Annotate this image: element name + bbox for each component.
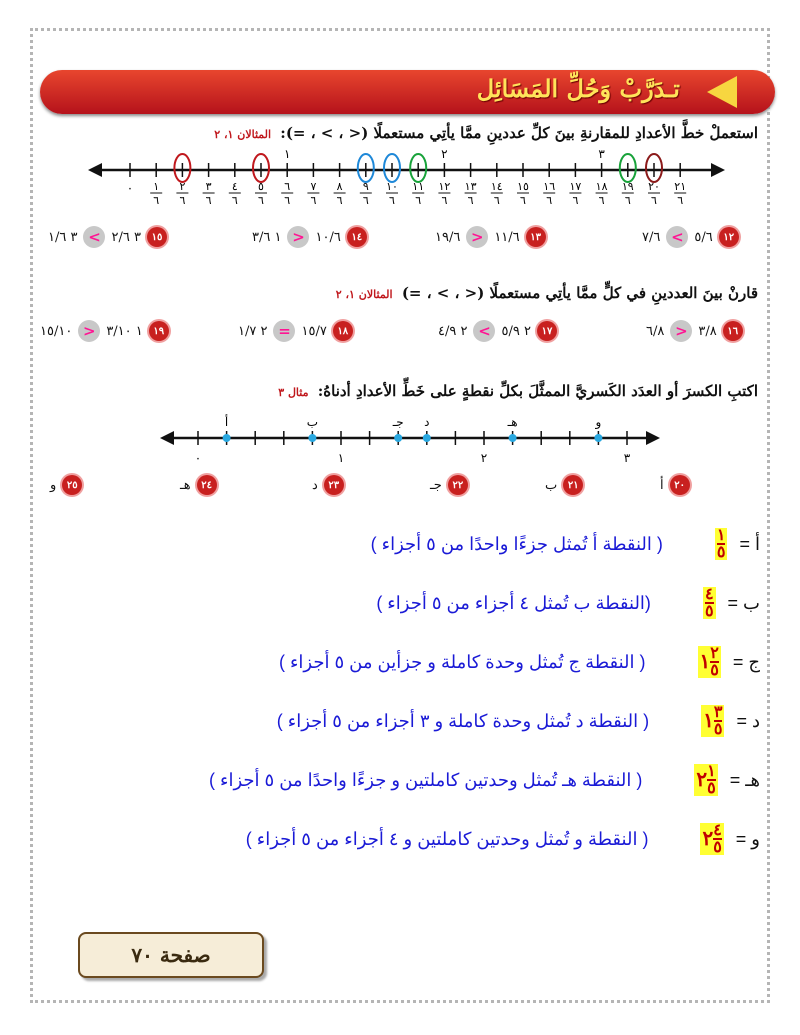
- problem-13-op: >: [466, 226, 488, 248]
- answer-denominator: ٥: [704, 603, 714, 620]
- tick-denominator: ٦: [546, 194, 553, 207]
- problem-12: [642, 222, 739, 252]
- whole-label: ١: [283, 147, 291, 161]
- problem-18-left: ١٥/٧: [301, 323, 327, 339]
- section1-problems: [20, 222, 760, 252]
- number-line-fifths: [0, 408, 800, 468]
- problem-16-op: >: [670, 320, 692, 342]
- tick-denominator: ٦: [493, 194, 500, 207]
- answer-denominator: ٥: [713, 839, 722, 856]
- problem-24: [180, 470, 217, 500]
- answer-whole: ١: [703, 709, 714, 732]
- answer-letter: هـ =: [729, 769, 760, 790]
- problem-18-number: ١٨: [333, 321, 353, 341]
- problem-20-number: ٢٠: [670, 475, 690, 495]
- arrow-right-icon: [711, 163, 725, 177]
- banner-arrow-icon: [707, 76, 737, 108]
- tick-numerator: ١١: [412, 180, 425, 193]
- tick-numerator: ١٧: [569, 180, 582, 193]
- answer-numerator: ٣: [713, 704, 723, 721]
- problem-14-op: >: [287, 226, 309, 248]
- tick-denominator: ٦: [362, 194, 369, 207]
- problem-22: [430, 470, 468, 500]
- problem-19: [40, 316, 169, 346]
- section2-instruction-text: قارنْ بينَ العددينِ في كلٍّ ممَّا يأتِي مستعملًا (< ، > ، =): [401, 284, 758, 302]
- tick-numerator: ٧: [310, 180, 317, 193]
- answer-numerator: ٢: [710, 645, 719, 662]
- point-marker: [308, 434, 316, 442]
- answer-numerator: ١: [707, 763, 716, 780]
- problem-12-left: ٥/٦: [694, 229, 713, 245]
- tick-numerator: ١٥: [517, 180, 529, 193]
- answer-denominator: ٥: [707, 780, 716, 797]
- banner-title: تـدَرَّبْ وَحُلِّ المَسَائِل: [476, 74, 680, 103]
- point-letter: أ: [224, 415, 229, 429]
- problem-18-op: =: [273, 320, 295, 342]
- section-banner: [40, 70, 775, 114]
- answer-fraction: [700, 823, 723, 855]
- answer-explanation: ( النقطة ج تُمثل وحدة كاملة و جزأين من ٥ أجزاء ): [278, 651, 646, 672]
- answer-numerator: ١: [716, 527, 726, 544]
- tick-numerator: ٢: [179, 180, 186, 193]
- answer-explanation: ( النقطة أ تُمثل جزءًا واحدًا من ٥ أجزاء ): [370, 533, 663, 554]
- problem-13-right: ١٩/٦: [435, 229, 461, 245]
- answer-fraction: [703, 587, 716, 619]
- tick-numerator: ٢٠: [648, 180, 660, 193]
- problem-17-left: ٢ ٥/٩: [501, 323, 531, 339]
- arrow-left-icon: [88, 163, 102, 177]
- arrow-right-icon: [646, 431, 660, 445]
- problem-19-op: >: [78, 320, 100, 342]
- tick-denominator: ٦: [677, 194, 684, 207]
- answer-denominator: ٥: [710, 662, 719, 679]
- problem-13-number: ١٣: [526, 227, 546, 247]
- tick-denominator: ٦: [231, 194, 238, 207]
- section2-instruction: [336, 284, 758, 302]
- problem-12-op: <: [666, 226, 688, 248]
- problem-17-number: ١٧: [537, 321, 557, 341]
- problem-12-right: ٧/٦: [642, 229, 661, 245]
- problem-19-number: ١٩: [149, 321, 169, 341]
- problem-19-left: ١ ٣/١٠: [106, 323, 143, 339]
- point-letter: و: [595, 415, 602, 429]
- tick-numerator: ٥: [258, 180, 264, 193]
- tick-denominator: ٦: [520, 194, 526, 207]
- answer-row: [376, 587, 760, 619]
- answer-fraction: [694, 764, 717, 796]
- tick-numerator: ١٤: [490, 180, 503, 193]
- problem-23-number: ٢٣: [324, 475, 344, 495]
- problem-18: [238, 316, 353, 346]
- tick-denominator: ٦: [651, 194, 657, 207]
- point-marker: [223, 434, 231, 442]
- tick-numerator: ٣: [205, 180, 212, 193]
- problem-14-left: ١٠/٦: [315, 229, 341, 245]
- tick-label: ٠: [126, 181, 134, 195]
- problem-21-letter: ب: [545, 477, 558, 493]
- answer-row: [371, 528, 760, 560]
- answer-whole: ٢: [702, 827, 714, 850]
- problem-13: [435, 222, 546, 252]
- problem-14: [252, 222, 367, 252]
- point-letter: هـ: [507, 415, 518, 429]
- tick-denominator: ٦: [572, 194, 579, 207]
- answer-whole: ١: [699, 650, 711, 673]
- tick-numerator: ٤: [231, 180, 238, 193]
- tick-denominator: ٦: [336, 194, 343, 207]
- problem-17-right: ٢ ٤/٩: [438, 323, 468, 339]
- section3-instruction-text: اكتبِ الكسرَ أو العدَد الكَسريَّ الممثَّلَ بكلِّ نقطةٍ على خَطِّ الأعدادِ أدناهُ:: [317, 382, 758, 400]
- answer-letter: أ =: [739, 533, 760, 554]
- answer-numerator: ٤: [713, 822, 722, 839]
- problem-16-right: ٦/٨: [646, 323, 665, 339]
- section2-ref: المثالان ١، ٢: [335, 288, 393, 301]
- tick-numerator: ١: [153, 180, 160, 193]
- page-label: صفحة ٧٠: [131, 943, 211, 967]
- tick-numerator: ١٢: [438, 180, 451, 193]
- problem-15-right: ٣ ١/٦: [48, 229, 78, 245]
- tick-denominator: ٦: [624, 194, 631, 207]
- tick-numerator: ١٣: [464, 180, 477, 193]
- problem-18-right: ٢ ١/٧: [238, 323, 268, 339]
- tick-label: ٣: [623, 451, 631, 465]
- problem-13-left: ١١/٦: [494, 229, 520, 245]
- point-marker: [594, 434, 602, 442]
- tick-numerator: ١٠: [386, 180, 398, 193]
- answer-numerator: ٤: [704, 586, 714, 603]
- answer-explanation: (النقطة ب تُمثل ٤ أجزاء من ٥ أجزاء ): [376, 592, 651, 613]
- answer-fraction: [715, 528, 728, 560]
- tick-denominator: ٦: [205, 194, 212, 207]
- tick-denominator: ٦: [153, 194, 160, 207]
- problem-12-number: ١٢: [719, 227, 739, 247]
- tick-numerator: ١٦: [543, 180, 556, 193]
- answer-fraction: [698, 646, 721, 678]
- point-marker: [509, 434, 517, 442]
- problem-22-number: ٢٢: [448, 475, 468, 495]
- answer-denominator: ٥: [716, 544, 726, 561]
- problem-20-letter: أ: [660, 477, 664, 493]
- problem-16-number: ١٦: [723, 321, 743, 341]
- problem-14-number: ١٤: [347, 227, 367, 247]
- answer-whole: ٢: [696, 768, 708, 791]
- point-letter: جـ: [392, 415, 404, 429]
- point-marker: [394, 434, 402, 442]
- section1-ref: المثالان ١، ٢: [214, 128, 272, 141]
- tick-denominator: ٦: [467, 194, 474, 207]
- problem-15-op: <: [83, 226, 105, 248]
- point-marker: [423, 434, 431, 442]
- tick-label: ٢: [480, 451, 488, 465]
- tick-denominator: ٦: [441, 194, 448, 207]
- problem-19-right: ١٥/١٠: [40, 323, 73, 339]
- point-letter: ب: [306, 415, 319, 429]
- tick-label: ١: [337, 451, 345, 465]
- answer-letter: د =: [736, 710, 760, 731]
- arrow-left-icon: [160, 431, 174, 445]
- point-letter: د: [424, 415, 430, 429]
- answer-denominator: ٥: [713, 721, 723, 738]
- problem-25: [50, 470, 82, 500]
- tick-numerator: ١٨: [595, 180, 608, 193]
- tick-denominator: ٦: [415, 194, 422, 207]
- problem-23: [312, 470, 344, 500]
- answer-letter: ج =: [732, 651, 760, 672]
- section3-instruction: [278, 382, 758, 400]
- tick-denominator: ٦: [258, 194, 264, 207]
- answer-explanation: ( النقطة هـ تُمثل وحدتين كاملتين و جزءًا واحدًا من ٥ أجزاء ): [209, 769, 643, 790]
- problem-14-right: ١ ٣/٦: [252, 229, 282, 245]
- problem-16-left: ٣/٨: [698, 323, 717, 339]
- problem-20: [660, 470, 690, 500]
- answer-row: [246, 823, 760, 855]
- tick-denominator: ٦: [310, 194, 317, 207]
- tick-numerator: ٨: [336, 180, 343, 193]
- answer-row: [277, 705, 760, 737]
- tick-denominator: ٦: [179, 194, 186, 207]
- problem-23-letter: د: [312, 477, 318, 493]
- answer-explanation: ( النقطة و تُمثل وحدتين كاملتين و ٤ أجزاء من ٥ أجزاء ): [245, 828, 649, 849]
- whole-label: ٣: [598, 147, 605, 161]
- tick-denominator: ٦: [284, 194, 291, 207]
- answer-row: [209, 764, 760, 796]
- section3-ref: مثال ٣: [278, 386, 309, 399]
- problem-21-number: ٢١: [563, 475, 583, 495]
- answer-fraction: [701, 705, 724, 737]
- problem-15-number: ١٥: [147, 227, 167, 247]
- problem-17: [438, 316, 557, 346]
- number-line-sixths: [0, 140, 800, 207]
- problem-25-number: ٢٥: [62, 475, 82, 495]
- problem-24-letter: هـ: [180, 477, 191, 493]
- answer-letter: و =: [735, 828, 760, 849]
- tick-numerator: ٩: [362, 180, 369, 193]
- section1-instruction-text: استعملْ خطَّ الأعدادِ للمقارنةِ بينَ كلِّ عددينِ ممَّا يأتِي مستعملًا (< ، > ، =):: [280, 124, 758, 142]
- answer-row: [279, 646, 760, 678]
- problem-21: [545, 470, 583, 500]
- problem-22-letter: جـ: [430, 477, 442, 493]
- problem-16: [646, 316, 743, 346]
- problem-15: [48, 222, 167, 252]
- tick-numerator: ٢١: [674, 180, 687, 193]
- problem-25-letter: و: [50, 477, 57, 493]
- problem-17-op: <: [473, 320, 495, 342]
- section2-problems: [20, 316, 760, 346]
- tick-denominator: ٦: [598, 194, 605, 207]
- problem-15-left: ٣ ٢/٦: [111, 229, 141, 245]
- tick-denominator: ٦: [389, 194, 395, 207]
- section3-problems: [0, 470, 800, 510]
- tick-numerator: ٦: [284, 180, 291, 193]
- problem-24-number: ٢٤: [197, 475, 217, 495]
- whole-label: ٢: [441, 147, 448, 161]
- answer-letter: ب =: [727, 592, 760, 613]
- tick-label: ٠: [194, 451, 202, 465]
- page-number-box: [78, 932, 264, 978]
- answer-explanation: ( النقطة د تُمثل وحدة كاملة و ٣ أجزاء من ٥ أجزاء ): [276, 710, 650, 731]
- tick-numerator: ١٩: [621, 180, 634, 193]
